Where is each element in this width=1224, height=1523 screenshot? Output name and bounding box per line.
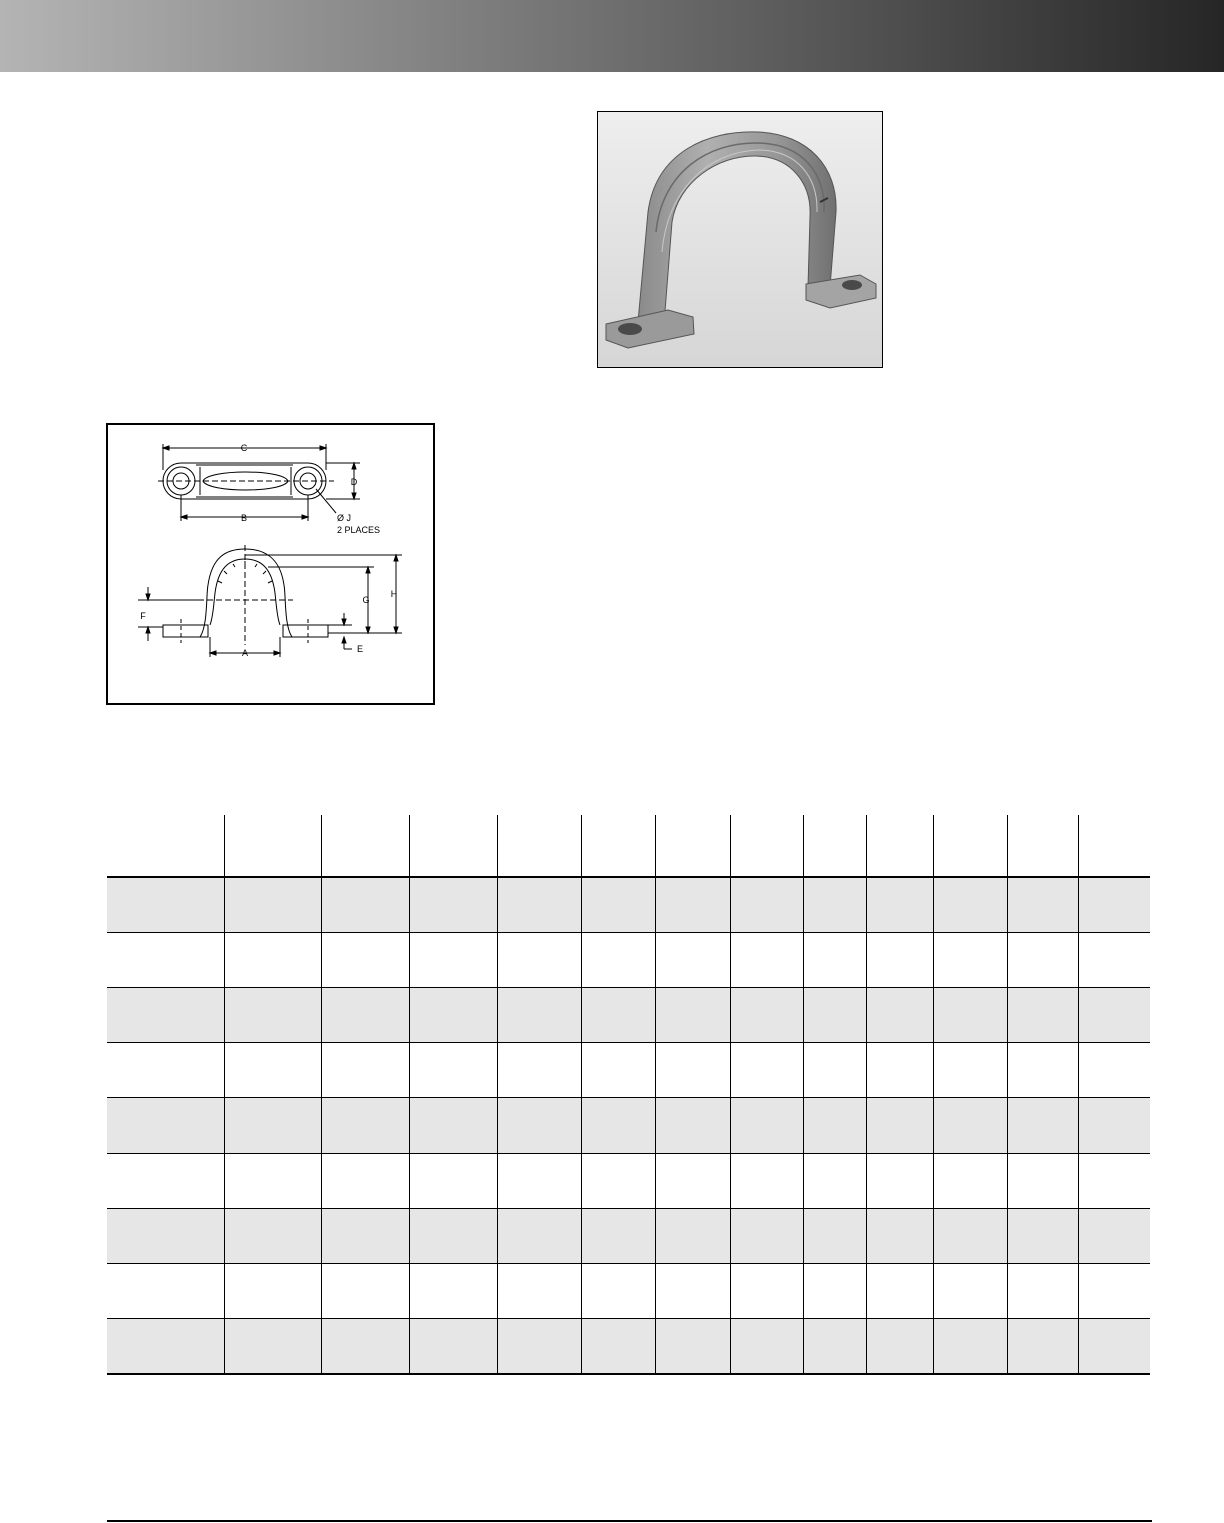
dim-label-c: C bbox=[240, 443, 248, 453]
table-row bbox=[107, 932, 1150, 987]
dim-label-a: A bbox=[241, 648, 249, 658]
table-cell bbox=[497, 1264, 581, 1319]
table-cell bbox=[107, 932, 224, 987]
table-cell bbox=[497, 1153, 581, 1208]
table-cell bbox=[224, 1098, 321, 1153]
table-cell bbox=[933, 1098, 1007, 1153]
dimensions-table bbox=[107, 815, 1150, 1375]
table-header-cell bbox=[866, 815, 933, 877]
table-cell bbox=[866, 1043, 933, 1098]
table-cell bbox=[321, 1264, 409, 1319]
table-cell bbox=[866, 877, 933, 932]
table-cell bbox=[866, 1264, 933, 1319]
table-cell bbox=[409, 1043, 497, 1098]
table-cell bbox=[107, 1098, 224, 1153]
table-cell bbox=[866, 932, 933, 987]
table-cell bbox=[497, 877, 581, 932]
table-cell bbox=[409, 987, 497, 1042]
table-header-row bbox=[107, 815, 1150, 877]
table-row bbox=[107, 1208, 1150, 1263]
table-cell bbox=[730, 1264, 803, 1319]
table-cell bbox=[655, 1098, 730, 1153]
table-cell bbox=[803, 932, 866, 987]
table-cell bbox=[321, 1153, 409, 1208]
table-cell bbox=[321, 1043, 409, 1098]
table-cell bbox=[409, 1264, 497, 1319]
table-cell bbox=[497, 987, 581, 1042]
table-header-cell bbox=[655, 815, 730, 877]
table-cell bbox=[655, 1208, 730, 1263]
table-cell bbox=[1078, 1043, 1150, 1098]
table-cell bbox=[803, 1043, 866, 1098]
table-cell bbox=[933, 1153, 1007, 1208]
table-cell bbox=[1007, 1043, 1078, 1098]
table-cell bbox=[933, 1264, 1007, 1319]
dim-label-b: B bbox=[240, 513, 248, 523]
table-header-cell bbox=[1078, 815, 1150, 877]
table-cell bbox=[866, 1153, 933, 1208]
table-header-cell bbox=[803, 815, 866, 877]
table-cell bbox=[1078, 1319, 1150, 1374]
table-cell bbox=[803, 1208, 866, 1263]
table-cell bbox=[933, 987, 1007, 1042]
table-cell bbox=[933, 877, 1007, 932]
table-cell bbox=[866, 987, 933, 1042]
table-cell bbox=[655, 1264, 730, 1319]
table-cell bbox=[933, 1208, 1007, 1263]
table-cell bbox=[581, 932, 655, 987]
dimension-drawing bbox=[106, 423, 435, 705]
table-cell bbox=[1007, 932, 1078, 987]
table-cell bbox=[730, 1098, 803, 1153]
table-cell bbox=[933, 1043, 1007, 1098]
table-cell bbox=[581, 1098, 655, 1153]
table-cell bbox=[803, 1098, 866, 1153]
table-cell bbox=[1078, 1153, 1150, 1208]
table-row bbox=[107, 1043, 1150, 1098]
table-cell bbox=[1007, 1153, 1078, 1208]
table-cell bbox=[321, 1098, 409, 1153]
table-cell bbox=[581, 1208, 655, 1263]
table-cell bbox=[107, 1153, 224, 1208]
table-cell bbox=[409, 1098, 497, 1153]
table-cell bbox=[803, 1153, 866, 1208]
table-row bbox=[107, 1264, 1150, 1319]
product-photo bbox=[597, 111, 883, 368]
table-cell bbox=[409, 1319, 497, 1374]
table-cell bbox=[730, 987, 803, 1042]
table-header-cell bbox=[1007, 815, 1078, 877]
dim-label-places: 2 PLACES bbox=[337, 525, 381, 535]
table-cell bbox=[655, 987, 730, 1042]
table-cell bbox=[1078, 987, 1150, 1042]
table-cell bbox=[321, 932, 409, 987]
table-cell bbox=[866, 1208, 933, 1263]
table-cell bbox=[1007, 1208, 1078, 1263]
table-cell bbox=[497, 1319, 581, 1374]
table-cell bbox=[866, 1098, 933, 1153]
table-row bbox=[107, 1098, 1150, 1153]
table-header-cell bbox=[933, 815, 1007, 877]
table-cell bbox=[497, 932, 581, 987]
table-header-cell bbox=[497, 815, 581, 877]
table-header-cell bbox=[224, 815, 321, 877]
table-cell bbox=[803, 877, 866, 932]
dim-label-d: D bbox=[350, 477, 358, 487]
table-cell bbox=[655, 1319, 730, 1374]
table-cell bbox=[581, 1319, 655, 1374]
table-cell bbox=[409, 1208, 497, 1263]
table-cell bbox=[224, 1319, 321, 1374]
table-cell bbox=[1078, 1208, 1150, 1263]
table-cell bbox=[933, 1319, 1007, 1374]
table-cell bbox=[1078, 932, 1150, 987]
table-row bbox=[107, 987, 1150, 1042]
table-cell bbox=[655, 1043, 730, 1098]
table-cell bbox=[1007, 877, 1078, 932]
table-cell bbox=[321, 877, 409, 932]
table-header-cell bbox=[409, 815, 497, 877]
table-header-cell bbox=[581, 815, 655, 877]
table-cell bbox=[1007, 1264, 1078, 1319]
table-cell bbox=[224, 1153, 321, 1208]
table-cell bbox=[107, 1319, 224, 1374]
table-cell bbox=[730, 932, 803, 987]
table-cell bbox=[1007, 987, 1078, 1042]
table-header-cell bbox=[107, 815, 224, 877]
table-cell bbox=[497, 1208, 581, 1263]
table-cell bbox=[107, 877, 224, 932]
table-cell bbox=[803, 1264, 866, 1319]
table-cell bbox=[224, 987, 321, 1042]
table-cell bbox=[321, 1319, 409, 1374]
table-cell bbox=[224, 1208, 321, 1263]
table-cell bbox=[803, 987, 866, 1042]
table-cell bbox=[1007, 1098, 1078, 1153]
table-row bbox=[107, 877, 1150, 932]
table-cell bbox=[730, 1208, 803, 1263]
table-cell bbox=[224, 1043, 321, 1098]
dim-label-j: Ø J bbox=[337, 513, 352, 523]
table-cell bbox=[107, 1043, 224, 1098]
table-cell bbox=[321, 987, 409, 1042]
table-header-cell bbox=[730, 815, 803, 877]
table-cell bbox=[224, 932, 321, 987]
table-cell bbox=[409, 932, 497, 987]
table-cell bbox=[224, 877, 321, 932]
table-cell bbox=[730, 1153, 803, 1208]
table-cell bbox=[1007, 1319, 1078, 1374]
table-cell bbox=[730, 1043, 803, 1098]
table-cell bbox=[321, 1208, 409, 1263]
table-cell bbox=[866, 1319, 933, 1374]
table-header-cell bbox=[321, 815, 409, 877]
table-cell bbox=[409, 877, 497, 932]
table-row bbox=[107, 1153, 1150, 1208]
table-cell bbox=[497, 1098, 581, 1153]
table-cell bbox=[107, 1208, 224, 1263]
table-cell bbox=[581, 987, 655, 1042]
dim-label-e: E bbox=[357, 644, 364, 654]
table-cell bbox=[655, 877, 730, 932]
table-cell bbox=[655, 932, 730, 987]
table-cell bbox=[1078, 1098, 1150, 1153]
table-cell bbox=[224, 1264, 321, 1319]
table-cell bbox=[803, 1319, 866, 1374]
table-row bbox=[107, 1319, 1150, 1374]
dim-label-f: F bbox=[140, 611, 146, 621]
table-cell bbox=[581, 1153, 655, 1208]
table-cell bbox=[581, 877, 655, 932]
table-cell bbox=[497, 1043, 581, 1098]
table-cell bbox=[107, 1264, 224, 1319]
table-cell bbox=[730, 1319, 803, 1374]
table-cell bbox=[933, 932, 1007, 987]
table-cell bbox=[1078, 877, 1150, 932]
table-cell bbox=[730, 877, 803, 932]
table-cell bbox=[581, 1264, 655, 1319]
table-cell bbox=[1078, 1264, 1150, 1319]
table-cell bbox=[581, 1043, 655, 1098]
dim-label-g: G bbox=[362, 595, 370, 605]
footer-rule bbox=[107, 1520, 1152, 1522]
table-cell bbox=[409, 1153, 497, 1208]
header-band bbox=[0, 0, 1224, 72]
table-cell bbox=[107, 987, 224, 1042]
dim-label-h: H bbox=[390, 589, 398, 599]
table-cell bbox=[655, 1153, 730, 1208]
